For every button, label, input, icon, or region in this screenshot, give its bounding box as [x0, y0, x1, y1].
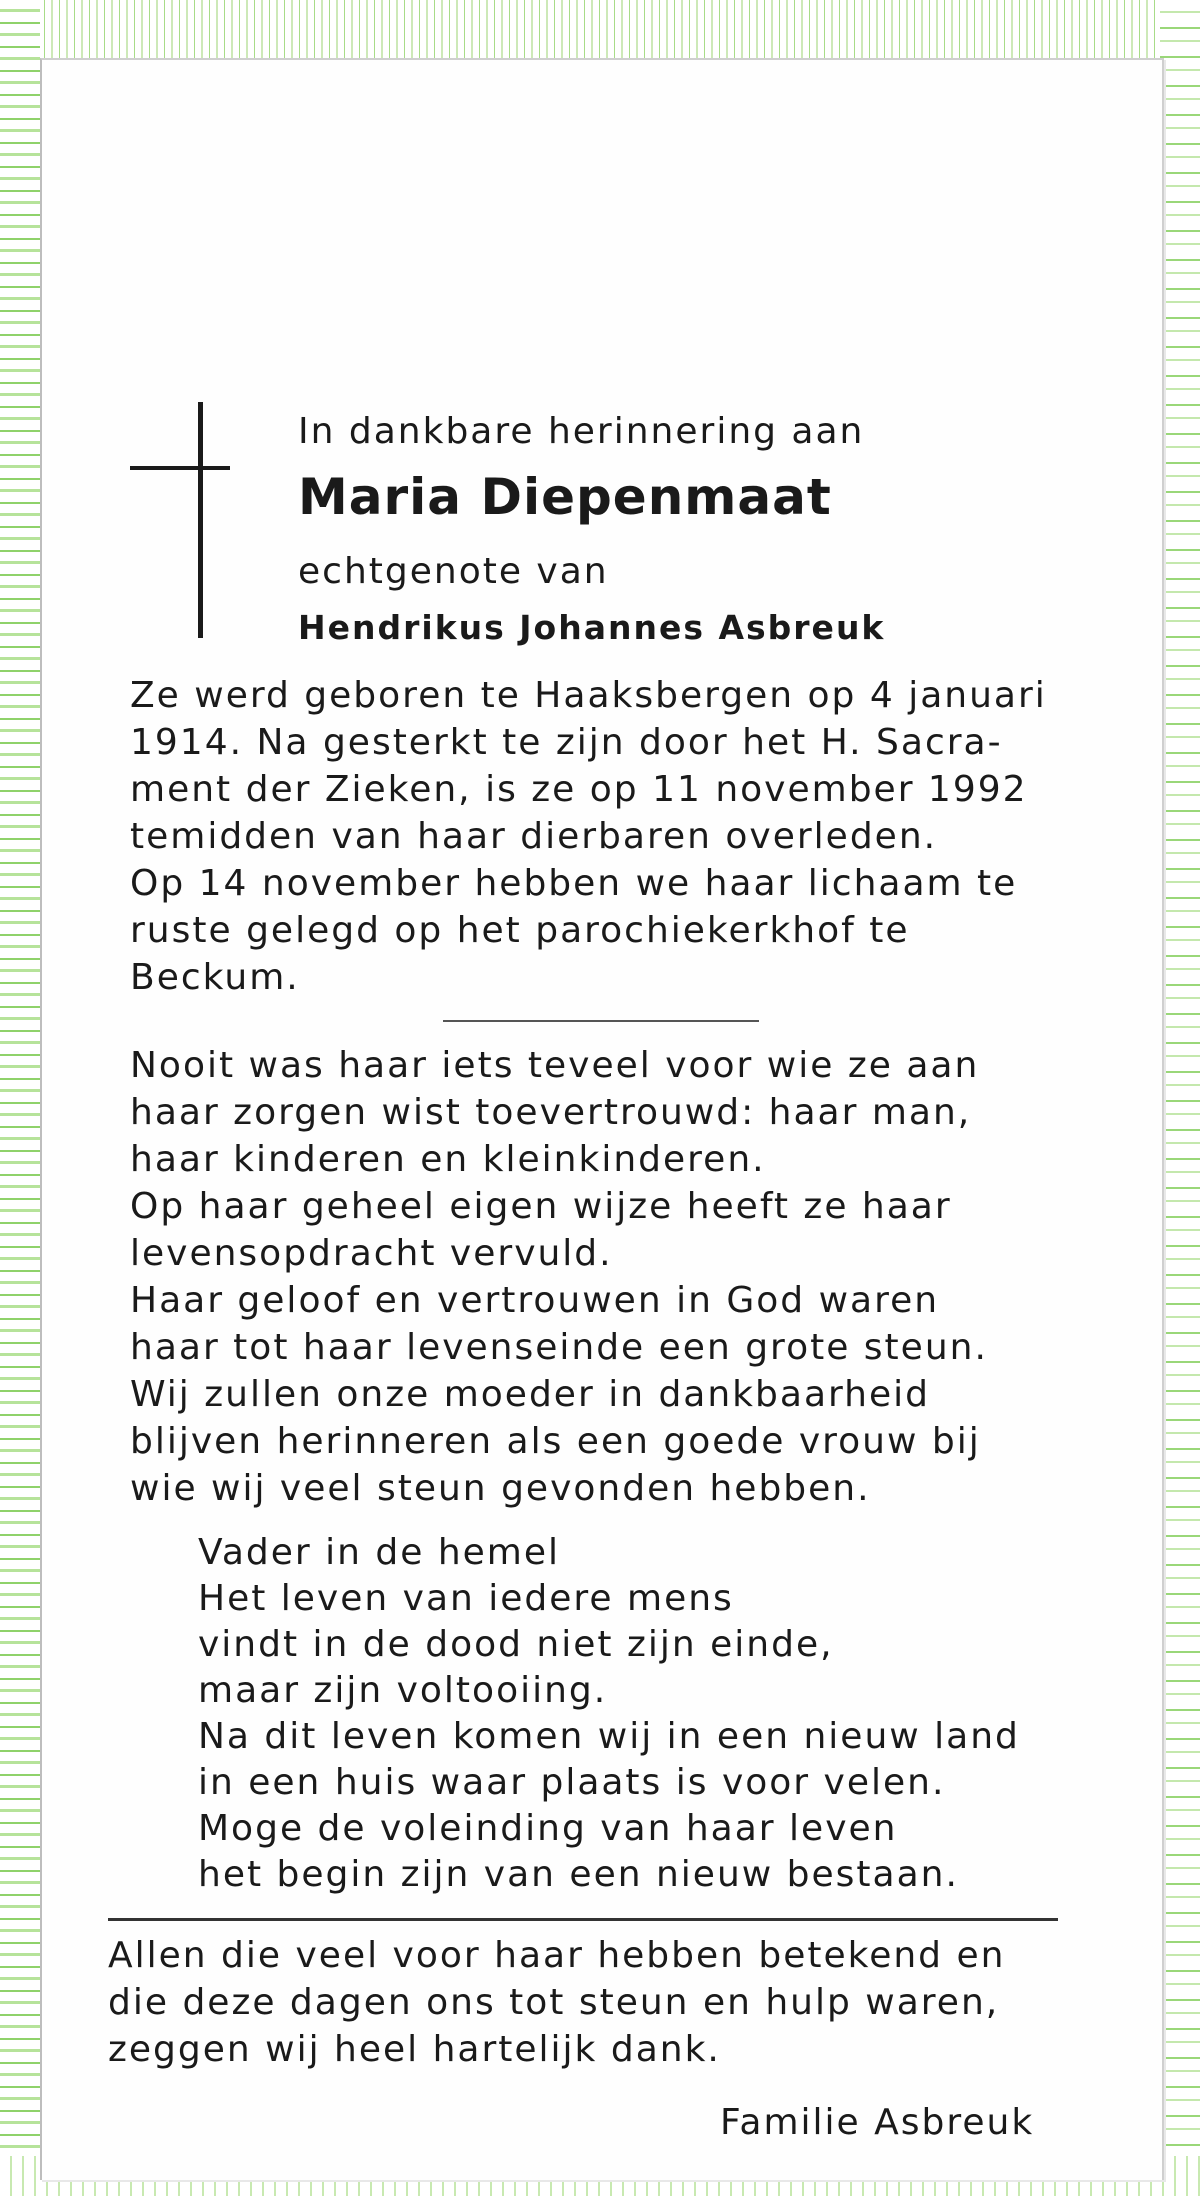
- section-divider-long: [108, 1918, 1058, 1921]
- verse-line: Vader in de hemel: [198, 1532, 561, 1573]
- text-line: ment der Zieken, is ze op 11 november 1992: [130, 769, 1028, 810]
- text-line: die deze dagen ons tot steun en hulp waren,: [108, 1982, 1000, 2023]
- text-line: Haar geloof en vertrouwen in God waren: [130, 1280, 940, 1321]
- spouse-label: echtgenote van: [298, 551, 609, 592]
- biography-paragraph: [130, 672, 1047, 1001]
- verse-line: het begin zijn van een nieuw bestaan.: [198, 1854, 959, 1895]
- text-line: Nooit was haar iets teveel voor wie ze aan: [130, 1045, 980, 1086]
- text-line: 1914. Na gesterkt te zijn door het H. Sacra-: [130, 722, 1003, 763]
- text-line: Beckum.: [130, 957, 300, 998]
- text-line: haar zorgen wist toevertrouwd: haar man,: [130, 1092, 972, 1133]
- verse-line: in een huis waar plaats is voor velen.: [198, 1762, 946, 1803]
- cross-icon: [198, 402, 203, 638]
- prayer-verse: [198, 1530, 1020, 1898]
- text-line: wie wij veel steun gevonden hebben.: [130, 1468, 871, 1509]
- text-line: levensopdracht vervuld.: [130, 1233, 613, 1274]
- deceased-name: Maria Diepenmaat: [298, 468, 832, 526]
- family-signature: Familie Asbreuk: [720, 2102, 1035, 2143]
- text-line: haar tot haar levenseinde een grote steun.: [130, 1327, 988, 1368]
- scan-edge-right: [1160, 0, 1200, 2196]
- tribute-paragraph: [130, 1042, 988, 1512]
- verse-line: Moge de voleinding van haar leven: [198, 1808, 898, 1849]
- text-line: zeggen wij heel hartelijk dank.: [108, 2029, 721, 2070]
- verse-line: Na dit leven komen wij in een nieuw land: [198, 1716, 1020, 1757]
- text-line: Wij zullen onze moeder in dankbaarheid: [130, 1374, 930, 1415]
- cross-icon-bar: [130, 466, 230, 470]
- spouse-name: Hendrikus Johannes Asbreuk: [298, 608, 886, 647]
- thanks-paragraph: [108, 1932, 1005, 2073]
- verse-line: vindt in de dood niet zijn einde,: [198, 1624, 834, 1665]
- text-line: Op 14 november hebben we haar lichaam te: [130, 863, 1018, 904]
- verse-line: maar zijn voltooiing.: [198, 1670, 608, 1711]
- text-line: temidden van haar dierbaren overleden.: [130, 816, 938, 857]
- scan-edge-left: [0, 0, 40, 2196]
- text-line: haar kinderen en kleinkinderen.: [130, 1139, 766, 1180]
- text-line: blijven herinneren als een goede vrouw bij: [130, 1421, 981, 1462]
- text-line: Allen die veel voor haar hebben betekend en: [108, 1935, 1006, 1976]
- intro-text: In dankbare herinnering aan: [298, 411, 865, 452]
- verse-line: Het leven van iedere mens: [198, 1578, 734, 1619]
- text-line: Ze werd geboren te Haaksbergen op 4 januari: [130, 675, 1047, 716]
- text-line: ruste gelegd op het parochiekerkhof te: [130, 910, 910, 951]
- text-line: Op haar geheel eigen wijze heeft ze haar: [130, 1186, 952, 1227]
- section-divider: [443, 1020, 759, 1022]
